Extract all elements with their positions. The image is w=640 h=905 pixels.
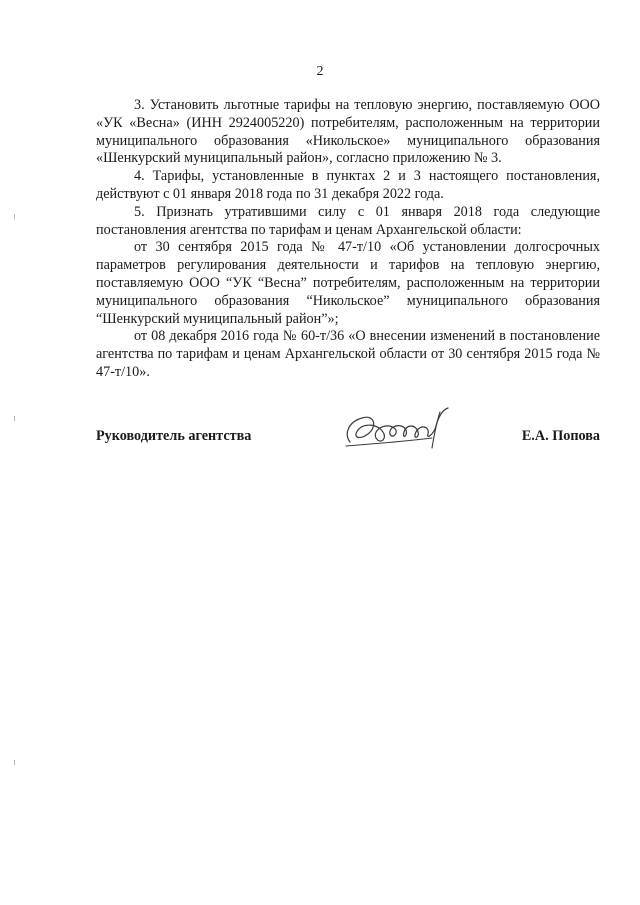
page-number: 2 [316, 64, 324, 79]
paragraph-item-4: 4. Тарифы, установленные в пунктах 2 и 3 настоящего постановления, действуют с 01 января 2018 года по 31 декабря 2022 года. [96, 168, 600, 202]
repealed-resolution-2: от 08 декабря 2016 года № 60-т/36 «О внесении изменений в постановление агентства по тарифам и ценам Архангельской области от 30 сентября 2015 года № 47-т/10». [96, 328, 600, 380]
signer-name: Е.А. Попова [521, 428, 600, 444]
paragraph-item-5: 5. Признать утратившими силу с 01 января 2018 года следующие постановления агентства по тарифам и ценам Архангельской области: [96, 203, 600, 238]
repealed-resolution-1: от 30 сентября 2015 года № 47-т/10 «Об установлении долгосрочных параметров регулирования деятельности и тарифов на тепловую энергию, поставляемую ООО “УК “Весна” потребителям, расположенным на территории муниципального образования “Никольское” муниципального образования “Шенкурский муниципальный район”»; [96, 239, 600, 327]
handwritten-signature [340, 404, 456, 454]
signature-block [96, 428, 600, 452]
margin-mark [14, 416, 15, 421]
document-body [96, 97, 600, 382]
margin-mark [14, 214, 15, 219]
signer-title: Руководитель агентства [96, 428, 252, 444]
paragraph-item-3: 3. Установить льготные тарифы на тепловую энергию, поставляемую ООО «УК «Весна» (ИНН 2924005220) потребителям, расположенным на территории муниципального образования «Никольское» муниципального образования «Шенкурский муниципальный район», согласно приложению № 3. [96, 97, 600, 167]
margin-mark [14, 760, 15, 765]
